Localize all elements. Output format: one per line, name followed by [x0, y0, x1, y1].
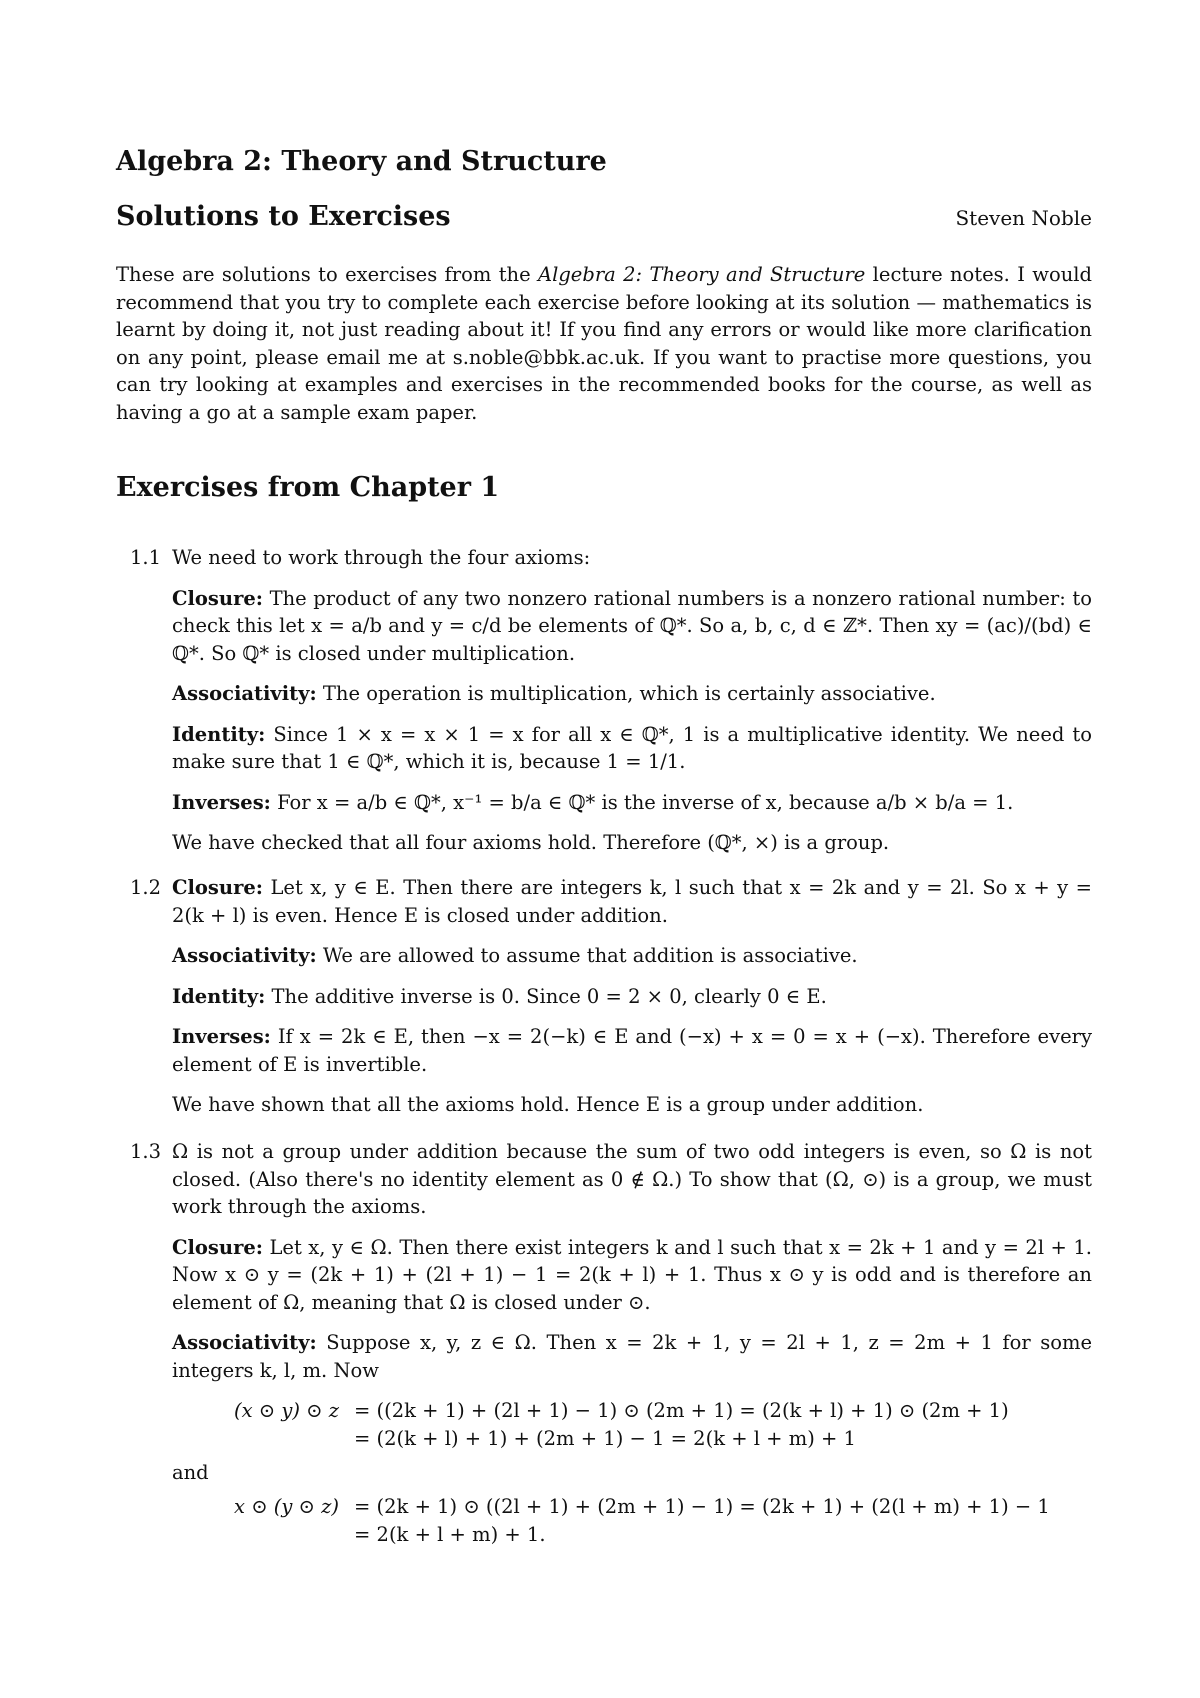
intro-paragraph — [116, 261, 1092, 426]
chapter-heading: Exercises from Chapter 1 — [116, 472, 500, 503]
conclusion-paragraph: We have checked that all four axioms hold. Therefore (ℚ*, ×) is a group. — [172, 831, 890, 854]
equation-rhs: = 2(k + l + m) + 1. — [354, 1522, 546, 1546]
identity-paragraph — [172, 721, 1092, 776]
exercise-1-2 — [116, 874, 1092, 1132]
closure-paragraph — [172, 585, 1092, 668]
subtitle-row — [116, 203, 1092, 233]
associativity-paragraph — [172, 942, 1092, 970]
associativity-text: The operation is multiplication, which is certainly associative. — [322, 682, 936, 705]
conclusion-paragraph: We have shown that all the axioms hold. Hence E is a group under addition. — [172, 1093, 924, 1116]
inverses-label: Inverses: — [172, 1025, 271, 1048]
identity-label: Identity: — [172, 984, 266, 1008]
associativity-label: Associativity: — [172, 682, 317, 705]
exercise-1-3 — [116, 1138, 1092, 1549]
intro-text-start: These are solutions to exercises from the — [116, 263, 538, 286]
inverses-paragraph — [172, 789, 1092, 817]
intro-text-end: lecture notes. I would recommend that you try to complete each exercise before looking at its solution — mathematics is learnt by doing it, not just reading about it! If you find any errors or would like more clarification on any point, please email me at s.noble@bbk.ac.uk. If you want to practise more questions, you can try looking at examples and exercises in the recommended books for the course, as well as having a go at a sample exam paper. — [116, 263, 1093, 424]
identity-text: The additive inverse is 0. Since 0 = 2 × 0, clearly 0 ∈ E. — [271, 984, 827, 1008]
closure-label: Closure: — [172, 586, 263, 610]
exercise-number: 1.1 — [130, 546, 162, 569]
equation-line — [172, 1397, 1092, 1425]
exercise-1-1 — [116, 544, 1092, 870]
identity-label: Identity: — [172, 722, 266, 746]
closure-label: Closure: — [172, 1235, 263, 1259]
equation-lhs: x ⊙ (y ⊙ z) — [234, 1494, 339, 1518]
associativity-paragraph — [172, 680, 1092, 708]
equation-rhs: = (2(k + l) + 1) + (2m + 1) − 1 = 2(k + l + m) + 1 — [354, 1427, 856, 1450]
document-subtitle: Solutions to Exercises — [116, 201, 451, 232]
associativity-paragraph — [172, 1329, 1092, 1384]
closure-text: The product of any two nonzero rational numbers is a nonzero rational number: to check this let x = a/b and y = c/d be elements of ℚ*. So a, b, c, d ∈ ℤ*. Then xy = (ac)/(bd) ∈ ℚ*. So ℚ* is closed under multiplication. — [172, 586, 1092, 665]
author-name: Steven Noble — [955, 206, 1092, 230]
closure-paragraph — [172, 874, 1092, 929]
equation-rhs: = ((2k + 1) + (2l + 1) − 1) ⊙ (2m + 1) = (2(k + l) + 1) ⊙ (2m + 1) — [354, 1399, 1009, 1422]
closure-label: Closure: — [172, 876, 263, 899]
associativity-label: Associativity: — [172, 1331, 317, 1354]
identity-text: Since 1 × x = x × 1 = x for all x ∈ ℚ*, 1 is a multiplicative identity. We need to make sure that 1 ∈ ℚ*, which it is, because 1 = 1/1. — [172, 722, 1092, 773]
inverses-paragraph — [172, 1023, 1092, 1078]
equation-lhs: (x ⊙ y) ⊙ z — [234, 1399, 339, 1422]
equation-line — [172, 1521, 1092, 1549]
exercise-number: 1.3 — [130, 1140, 162, 1163]
document-title: Algebra 2: Theory and Structure — [116, 146, 607, 177]
associativity-text: We are allowed to assume that addition is associative. — [322, 944, 858, 967]
equation-rhs: = (2k + 1) ⊙ ((2l + 1) + (2m + 1) − 1) = (2k + 1) + (2(l + m) + 1) − 1 — [354, 1494, 1050, 1518]
inverses-label: Inverses: — [172, 790, 271, 814]
associativity-text: Suppose x, y, z ∈ Ω. Then x = 2k + 1, y = 2l + 1, z = 2m + 1 for some integers k, l, m. Now — [172, 1331, 1092, 1382]
exercise-number: 1.2 — [130, 876, 162, 899]
intro-course-title: Algebra 2: Theory and Structure — [538, 263, 866, 286]
inverses-text: If x = 2k ∈ E, then −x = 2(−k) ∈ E and (−x) + x = 0 = x + (−x). Therefore every element of E is invertible. — [172, 1025, 1092, 1076]
identity-paragraph — [172, 983, 1092, 1011]
and-word: and — [172, 1461, 209, 1484]
closure-paragraph — [172, 1234, 1092, 1317]
equation-line — [172, 1493, 1092, 1521]
inverses-text: For x = a/b ∈ ℚ*, x⁻¹ = b/a ∈ ℚ* is the inverse of x, because a/b × b/a = 1. — [277, 790, 1014, 814]
equation-line — [172, 1425, 1092, 1453]
closure-text: Let x, y ∈ E. Then there are integers k, l such that x = 2k and y = 2l. So x + y = 2(k + l) is even. Hence E is closed under addition. — [172, 876, 1092, 927]
associativity-label: Associativity: — [172, 944, 317, 967]
closure-text: Let x, y ∈ Ω. Then there exist integers k and l such that x = 2k + 1 and y = 2l + 1. Now x ⊙ y = (2k + 1) + (2l + 1) − 1 = 2(k + l) + 1. Thus x ⊙ y is odd and is therefore an element of Ω, meaning that Ω is closed under ⊙. — [172, 1235, 1092, 1314]
exercise-lead: Ω is not a group under addition because the sum of two odd integers is even, so Ω is not closed. (Also there's no identity element as 0 ∉ Ω.) To show that (Ω, ⊙) is a group, we must work through the axioms. — [172, 1140, 1092, 1218]
exercise-lead: We need to work through the four axioms: — [172, 546, 591, 569]
